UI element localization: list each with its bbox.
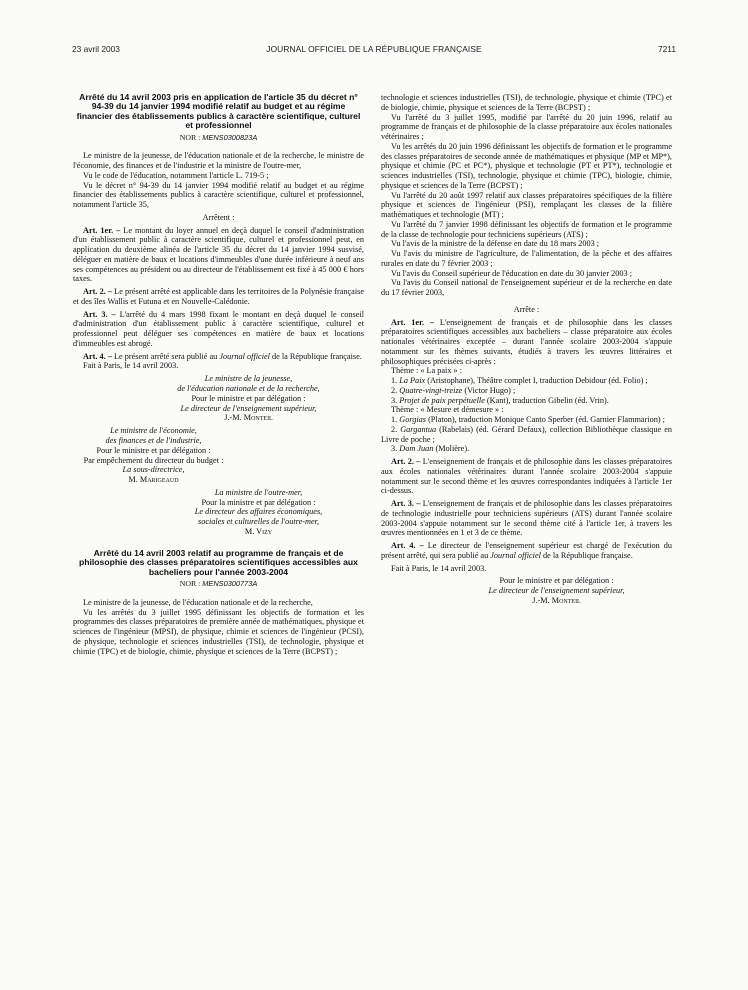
left-column (73, 92, 365, 656)
article-label: Art. 3. – (391, 499, 421, 508)
nor-code: MENS0300823A (202, 132, 258, 142)
signature-line: Le ministre de l'économie, (110, 426, 197, 436)
item-text: (Molière). (435, 444, 470, 454)
decree1-signature-3 (153, 488, 364, 537)
article-label: Art. 2. – (391, 457, 421, 466)
work-title: Quatre-vingt-treize (399, 385, 463, 395)
signature-line: Pour la ministre et par délégation : (201, 497, 316, 507)
nor-label: NOR : (179, 132, 201, 142)
signature-line: Le directeur de l'enseignement supérieur, (488, 586, 625, 596)
signature-line: sociales et culturelles de l'outre-mer, (198, 517, 319, 527)
item-text: (Rabelais) (éd. Gérard Defaux), collection Bibliothèque classique en Livre de poche ; (381, 424, 673, 444)
work-title: Gargantua (400, 424, 437, 434)
decree2-nor (73, 579, 364, 589)
decree2-theme-2: Thème : « Mesure et démesure » : (391, 405, 504, 415)
signature-line: Le ministre de la jeunesse, (204, 374, 293, 384)
decree2-done: Fait à Paris, le 14 avril 2003. (391, 563, 487, 573)
signature-name: J.-M. Monteil (532, 595, 581, 605)
article-label: Art. 2. – (83, 287, 113, 297)
decree1-article-1 (73, 226, 364, 285)
right-column (381, 93, 672, 606)
decree2-title: Arrêté du 14 avril 2003 relatif au programme de français et de philosophie des classes préparatoires scientifiques accessibles aux bacheliers pour l'année 2003-2004 (79, 547, 358, 577)
signature-line: Pour le ministre et par délégation : (499, 576, 614, 586)
journal-name: Journal officiel (490, 550, 541, 560)
signature-name: J.-M. Monteil (224, 413, 273, 423)
nor-code: MENS0300773A (202, 579, 258, 589)
article-text: L'arrêté du 4 mars 1998 fixant le montant en deçà duquel le conseil d'administration d'un établissement public à caractère scientifique, culturel et professionnel peut déléguer ses compétences en matière de baux et locations d'immeubles est abrogé. (73, 309, 365, 348)
article-text: L'enseignement de français et de philosophie dans les classes préparatoires de technologie industrielle pour techniciens supérieurs (ATS) durant l'année scolaire 2003-2004 s'appuie notamment sur le second thème cité à l'article 1er, à travers les œuvres mentionnées en 1 et 3 de ce thème. (381, 499, 672, 538)
article-text: Le présent arrêté sera publié au (113, 351, 218, 361)
decree2-vu6: Vu l'avis de la ministre de la défense en date du 18 mars 2003 ; (391, 239, 600, 249)
signature-line: Le directeur de l'enseignement supérieur, (180, 403, 317, 413)
item-number: 1. (391, 376, 398, 385)
decree1-vu1: Vu le code de l'éducation, notamment l'article L. 719-5 ; (83, 170, 269, 180)
article-text: L'enseignement de français et de philosophie dans les classes préparatoires scientifiques accessibles aux bacheliers – classe préparatoire aux écoles nationales vétérinaires exceptée – durant l'année scolaire 2003-2004 s'appuie notamment sur les thèmes suivants, étudiés à travers les œuvres littéraires et philosophiques précisées ci-après : (381, 317, 673, 366)
signature-line: La sous-directrice, (122, 465, 185, 475)
work-title: La Paix (399, 376, 426, 385)
decree1-signature-2 (73, 426, 234, 485)
decree2-article-3 (381, 499, 672, 538)
item-text: (Platon), traduction Monique Canto Sperber (éd. Garnier Flammarion) ; (428, 415, 665, 424)
article-label: Art. 1er. – (391, 317, 435, 327)
decree2-article-4 (381, 541, 672, 561)
decree1-article-4 (73, 352, 364, 362)
article-label: Art. 4. – (391, 541, 424, 550)
decree2-vu9: Vu l'avis du Conseil national de l'enseignement supérieur et de la recherche en date du 17 février 2003, (381, 278, 672, 297)
signature-line: de l'éducation nationale et de la recherche, (177, 383, 320, 393)
item-text: (Kant), traduction Gibelin (éd. Vrin). (486, 395, 609, 405)
decree1-signature-1 (133, 374, 364, 423)
header-date: 23 avril 2003 (72, 44, 120, 54)
signature-line: Le directeur des affaires économiques, (194, 507, 323, 517)
signature-line: Par empêchement du directeur du budget : (83, 455, 224, 465)
item-number: 3. (391, 444, 398, 454)
signature-name: M. Marigeaud (128, 475, 179, 485)
article-text: de la République française. (272, 351, 362, 361)
decree2-vu1-continued: technologie et sciences industrielles (TSI), de technologie, physique et chimie (TPC) et de biologie, chimie, physique et sciences de la Terre (BCPST) ; (381, 93, 672, 112)
decree2-signature (441, 576, 672, 605)
decree2-vu8: Vu l'avis du Conseil supérieur de l'éducation en date du 30 janvier 2003 ; (391, 268, 632, 278)
decree2-vu5: Vu l'arrêté du 7 janvier 1998 définissant les objectifs de formation et le programme de la classe de technologie pour techniciens supérieurs (ATS) ; (381, 219, 672, 239)
header-page-number: 7211 (657, 44, 676, 54)
decree1-article-3 (73, 310, 364, 349)
item-text: (Victor Hugo) ; (464, 385, 516, 395)
decree1-intro: Le ministre de la jeunesse, de l'éducation nationale et de la recherche, le ministre de l'économie, des finances et de l'industrie et la ministre de l'outre-mer, (73, 151, 364, 171)
item-number: 1. (391, 415, 398, 424)
theme2-item-2 (381, 425, 672, 445)
article-label: Art. 4. – (83, 351, 112, 361)
item-text: (Aristophane), Théâtre complet I, traduction Debidour (éd. Folio) ; (427, 376, 648, 385)
decree1-vu2: Vu le décret n° 94-39 du 14 janvier 1994 modifié relatif au budget et au régime financier des établissements publics à caractère scientifique, culturel et professionnel, notamment l'article 35, (73, 180, 364, 210)
signature-name: M. Vizy (244, 527, 273, 537)
decree2-vu4: Vu l'arrêté du 20 août 1997 relatif aux classes préparatoires spécifiques de la filière physique et sciences de l'ingénieur (PSI), remplaçant les classes de la filière mathématiques et technologie (MT) ; (381, 190, 672, 219)
article-label: Art. 3. – (83, 309, 116, 319)
article-label: Art. 1er. – (83, 225, 121, 235)
decree2-article-2 (381, 457, 672, 496)
signature-line: Pour le ministre et par délégation : (191, 393, 306, 403)
decree2-vu2: Vu l'arrêté du 3 juillet 1995, modifié par l'arrêté du 20 juin 1996, relatif au programme de français et de philosophie de la classe préparatoire aux écoles nationales vétérinaires ; (381, 112, 672, 141)
journal-name: Journal officiel (219, 351, 270, 361)
theme1-item-3 (381, 396, 672, 406)
signature-line: La ministre de l'outre-mer, (214, 487, 303, 497)
nor-label: NOR : (179, 579, 201, 589)
header-journal-title: JOURNAL OFFICIEL DE LA RÉPUBLIQUE FRANÇAISE (266, 44, 482, 54)
work-title: Projet de paix perpétuelle (399, 395, 485, 405)
decree1-title: Arrêté du 14 avril 2003 pris en application de l'article 35 du décret n° 94-39 du 14 janvier 1994 modifié relatif au budget et au régime financier des établissements publics à caractère scientifique, culturel et professionnel (76, 92, 361, 131)
article-text: Le directeur de l'enseignement supérieur est chargé de l'exécution du présent arrêté, qui sera publié au (381, 541, 672, 560)
decree1-nor (73, 133, 364, 143)
decree1-arretent: Arrêtent : (202, 212, 235, 222)
decree2-vu3: Vu les arrêtés du 20 juin 1996 définissant les objectifs de formation et le programme des classes préparatoires de seconde année de mathématiques et physique (MP et MP*), physique et chimie (PC et PC*), physique et technologie (PT et PT*), technologie et sciences industrielles (TSI), technologie, physique et chimie (TPC), biologie, chimie, physique et sciences de la Terre (BCPST) ; (381, 141, 672, 190)
article-text: Le montant du loyer annuel en deçà duquel le conseil d'administration d'un établissement public à caractère scientifique, culturel et professionnel peut, en application du deuxième alinéa de l'article 35 du décret du 14 janvier 1994 susvisé, déléguer en matière de baux et locations d'immeubles d'une durée inférieure à neuf ans ses compétences au président ou au directeur de l'établissement est fixé à 45 000 € hors taxes. (73, 225, 365, 284)
decree1-article-2 (73, 287, 364, 307)
theme2-item-3 (381, 444, 672, 454)
theme1-item-2 (381, 386, 672, 396)
decree2-article-1 (381, 318, 672, 367)
decree2-intro: Le ministre de la jeunesse, de l'éducation nationale et de la recherche, (83, 597, 313, 607)
work-title: Gorgias (399, 415, 426, 424)
item-number: 2. (391, 385, 398, 395)
article-text: Le présent arrêté est applicable dans les territoires de la Polynésie française et des îles Wallis et Futuna et en Nouvelle-Calédonie. (73, 287, 365, 306)
signature-line: des finances et de l'industrie, (105, 435, 202, 445)
decree1-done: Fait à Paris, le 14 avril 2003. (83, 361, 179, 371)
decree2-theme-1: Thème : « La paix » : (391, 366, 463, 376)
article-text: L'enseignement de français et de philosophie dans les classes préparatoires aux écoles nationales vétérinaires durant l'année scolaire 2003-2004 s'appuie notamment sur le second thème et les œuvres correspondantes indiquées à l'article 1er ci-dessus. (381, 457, 672, 496)
work-title: Dom Juan (399, 444, 434, 454)
article-text: de la République française. (542, 550, 633, 560)
decree2-vu1: Vu les arrêtés du 3 juillet 1995 définissant les objectifs de formation et les programmes des classes préparatoires de première année de mathématiques, physique et sciences de l'ingénieur (MPSI), de physique, chimie et sciences de l'ingénieur (PCSI), de physique, technologie et sciences industrielles (TSI), de technologie, physique et chimie (TPC) et de biologie, chimie, physique et sciences de la Terre (BCPST) ; (73, 607, 364, 656)
item-number: 3. (391, 395, 398, 405)
decree2-arrete: Arrête : (513, 304, 540, 314)
theme1-item-1 (381, 376, 672, 386)
decree2-vu7: Vu l'avis du ministre de l'agriculture, de l'alimentation, de la pêche et des affaires rurales en date du 7 février 2003 ; (381, 249, 672, 268)
item-number: 2. (391, 424, 398, 434)
theme2-item-1 (381, 415, 672, 425)
signature-line: Pour le ministre et par délégation : (96, 445, 211, 455)
page-header (72, 44, 676, 58)
